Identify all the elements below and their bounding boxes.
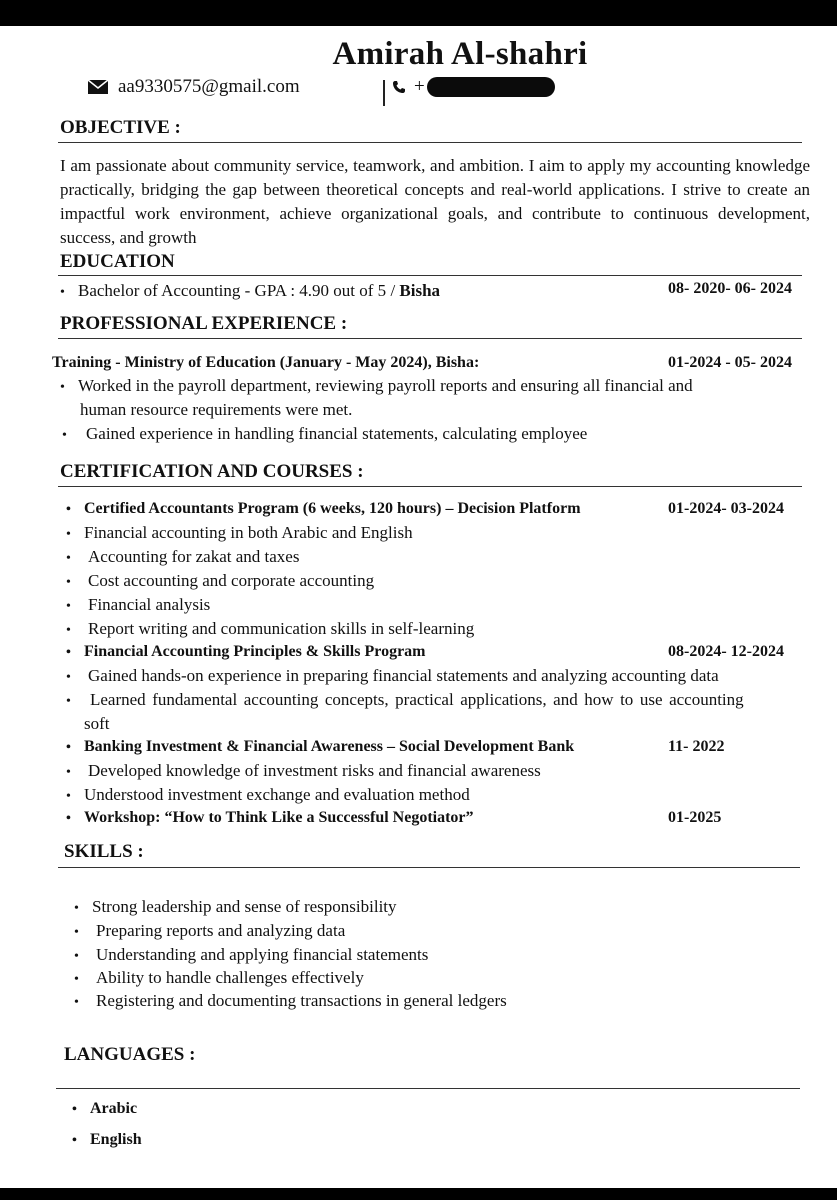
objective-heading: OBJECTIVE : — [60, 117, 181, 138]
course-item-text: Learned fundamental accounting concepts, practical applications, and how to use accounting — [90, 690, 744, 709]
course-item-text: Accounting for zakat and taxes — [88, 547, 300, 566]
language-item: • English — [72, 1131, 142, 1149]
course-title: • Workshop: “How to Think Like a Successful Negotiator” — [66, 809, 474, 827]
experience-bullet: • Worked in the payroll department, reviewing payroll reports and ensuring all financial and — [60, 376, 693, 396]
language-item: • Arabic — [72, 1100, 137, 1118]
course-title: • Certified Accountants Program (6 weeks, 120 hours) – Decision Platform — [66, 500, 581, 518]
objective-text: I am passionate about community service, teamwork, and ambition. I aim to apply my accounting knowledge practically, bridging the gap between theoretical concepts and real-world applications. I strive to create an impactful work environment, achieve organizational goals, and contribute to continuous development, success, and growth — [60, 156, 810, 247]
course-item — [66, 761, 541, 781]
education-rule — [58, 275, 802, 276]
phone-contact[interactable] — [392, 76, 555, 98]
degree: Bachelor of Accounting - GPA : 4.90 out of 5 — [78, 281, 387, 300]
phone-prefix: + — [414, 76, 425, 97]
resume-name: Amirah Al-shahri — [332, 36, 588, 72]
top-dark-border — [0, 0, 837, 26]
objective-rule — [58, 142, 802, 143]
course-item-text: Gained hands-on experience in preparing financial statements and analyzing accounting data — [88, 666, 719, 685]
skill-item — [74, 945, 428, 965]
certifications-rule — [58, 486, 802, 487]
education-place: Bisha — [399, 281, 441, 300]
course-date: 01-2025 — [668, 809, 722, 826]
languages-heading: LANGUAGES : — [64, 1044, 196, 1065]
experience-bullet-text: Gained experience in handling financial statements, calculating employee — [86, 424, 588, 443]
education-date: 08- 2020- 06- 2024 — [668, 280, 792, 297]
languages-rule — [56, 1088, 800, 1089]
email-contact[interactable] — [88, 76, 300, 98]
education-heading: EDUCATION — [60, 251, 175, 272]
experience-role: Training - Ministry of Education (January - May 2024), Bisha: — [52, 354, 480, 371]
course-item — [66, 571, 374, 591]
skill-item-text: Understanding and applying financial statements — [96, 945, 429, 964]
course-item-text: Developed knowledge of investment risks and financial awareness — [88, 761, 541, 780]
course-title: • Banking Investment & Financial Awareness – Social Development Bank — [66, 738, 574, 756]
course-item: • Financial accounting in both Arabic and English — [66, 523, 413, 543]
skills-rule — [58, 867, 800, 868]
phone-redaction — [427, 77, 555, 97]
experience-rule — [58, 338, 802, 339]
course-item — [66, 595, 210, 615]
course-item — [66, 619, 474, 639]
course-item-continued: soft — [84, 714, 110, 733]
course-item — [66, 666, 719, 686]
skills-heading: SKILLS : — [64, 841, 144, 862]
course-date: 01-2024- 03-2024 — [668, 500, 784, 517]
course-item: • Understood investment exchange and evaluation method — [66, 785, 470, 805]
envelope-icon — [88, 80, 108, 94]
experience-heading: PROFESSIONAL EXPERIENCE : — [60, 313, 348, 334]
skill-item — [74, 968, 364, 988]
email-text: aa9330575@gmail.com — [118, 76, 300, 97]
education-item — [60, 281, 440, 301]
course-title: • Financial Accounting Principles & Skills Program — [66, 643, 426, 661]
course-item-text: Cost accounting and corporate accounting — [88, 571, 375, 590]
skill-item-text: Registering and documenting transactions in general ledgers — [96, 991, 507, 1010]
experience-date: 01-2024 - 05- 2024 — [668, 354, 792, 371]
course-item-text: Report writing and communication skills in self-learning — [88, 619, 475, 638]
phone-icon — [392, 80, 406, 94]
skill-item: • Strong leadership and sense of responsibility — [74, 897, 397, 917]
skill-item — [74, 921, 345, 941]
skill-item — [74, 991, 507, 1011]
course-date: 11- 2022 — [668, 738, 725, 755]
skill-item-text: Ability to handle challenges effectively — [96, 968, 364, 987]
certifications-heading: CERTIFICATION AND COURSES : — [60, 461, 364, 482]
experience-bullet-continued: human resource requirements were met. — [80, 400, 353, 419]
skill-item-text: Preparing reports and analyzing data — [96, 921, 346, 940]
degree-separator: / — [386, 281, 400, 300]
course-item-text: Financial analysis — [88, 595, 211, 614]
course-item — [66, 547, 299, 567]
course-date: 08-2024- 12-2024 — [668, 643, 784, 660]
experience-bullet — [62, 424, 587, 444]
course-item — [66, 690, 744, 710]
contact-divider — [383, 80, 385, 106]
bottom-dark-border — [0, 1188, 837, 1200]
